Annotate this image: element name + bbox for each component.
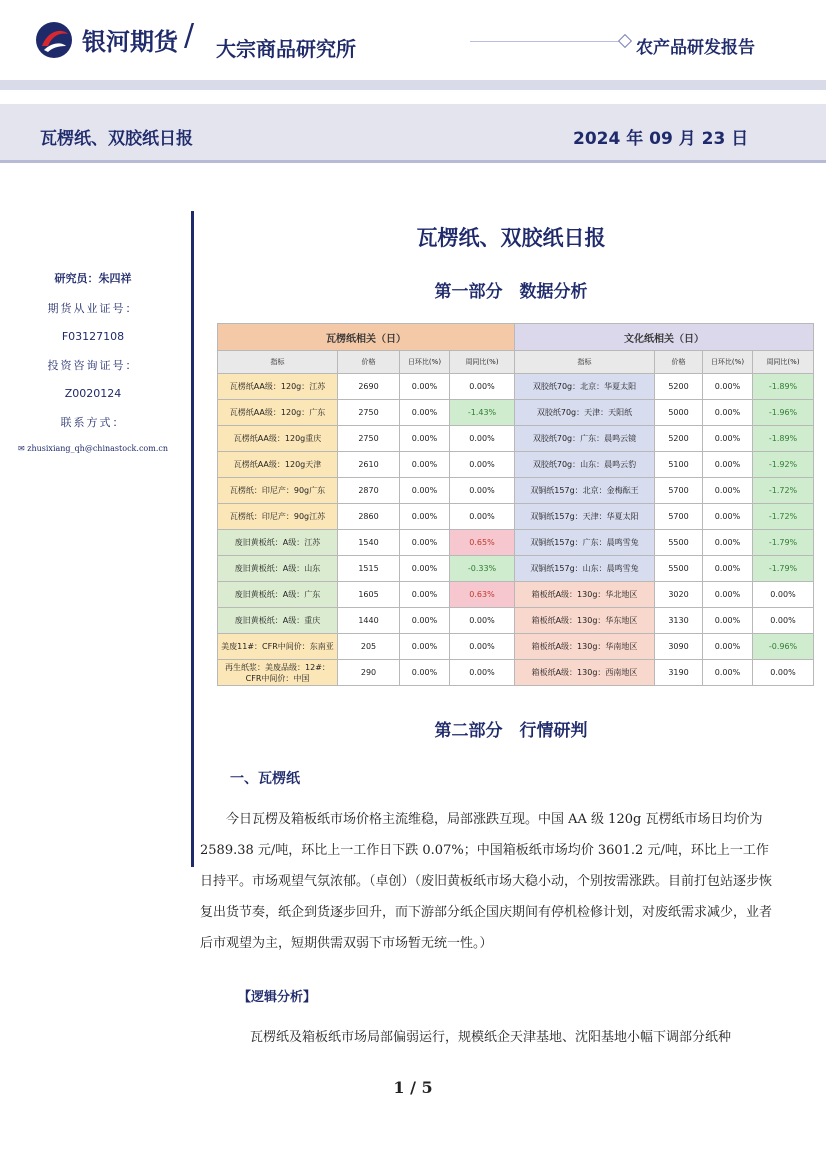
change-cell: -0.33% <box>450 556 515 582</box>
column-header: 指标 <box>218 351 338 374</box>
sidebar-divider <box>191 211 194 867</box>
advisory-cert-value: Z0020124 <box>64 387 122 400</box>
price-cell: 5000 <box>655 400 703 426</box>
change-cell: 0.00% <box>400 400 450 426</box>
brand-divider: / <box>184 18 195 53</box>
table-row <box>218 374 814 400</box>
change-cell: 0.00% <box>450 478 515 504</box>
price-cell: 1515 <box>338 556 400 582</box>
indicator-cell: 废旧黄板纸：A级：山东 <box>218 556 338 582</box>
change-cell: 0.00% <box>400 426 450 452</box>
change-cell: -1.72% <box>753 504 814 530</box>
change-cell: 0.00% <box>400 504 450 530</box>
change-cell: 0.00% <box>400 582 450 608</box>
column-header: 指标 <box>515 351 655 374</box>
header-rule <box>470 41 620 42</box>
change-cell: -0.96% <box>753 634 814 660</box>
column-header: 价格 <box>655 351 703 374</box>
table-row <box>218 426 814 452</box>
table-row <box>218 452 814 478</box>
price-cell: 3130 <box>655 608 703 634</box>
report-title-bar: 瓦楞纸、双胶纸日报 <box>40 129 193 149</box>
indicator-cell: 箱板纸A级：130g：西南地区 <box>515 660 655 686</box>
column-header: 日环比(%) <box>400 351 450 374</box>
change-cell: 0.00% <box>703 374 753 400</box>
change-cell: 0.00% <box>703 582 753 608</box>
table-row <box>218 530 814 556</box>
contact-label: 联系方式： <box>60 416 126 429</box>
price-cell: 1440 <box>338 608 400 634</box>
page-number: 1 / 5 <box>393 1078 433 1097</box>
contact-email[interactable] <box>0 444 186 453</box>
logic-paragraph: 瓦楞纸及箱板纸市场局部偏弱运行，规模纸企天津基地、沈阳基地小幅下调部分纸种 <box>250 1030 732 1045</box>
change-cell: 0.00% <box>703 478 753 504</box>
change-cell: 0.00% <box>400 478 450 504</box>
indicator-cell: 双铜纸157g：天津：华夏太阳 <box>515 504 655 530</box>
indicator-cell: 废旧黄板纸：A级：广东 <box>218 582 338 608</box>
group-header-corrugated: 瓦楞纸相关（日） <box>218 324 515 351</box>
header-stripe <box>0 80 826 90</box>
researcher-name: 研究员：朱四祥 <box>54 272 132 285</box>
price-cell: 5200 <box>655 426 703 452</box>
email-text[interactable]: zhusixiang_qh@chinastock.com.cn <box>27 444 168 453</box>
change-cell: 0.00% <box>450 426 515 452</box>
indicator-cell: 瓦楞纸：印尼产：90g江苏 <box>218 504 338 530</box>
indicator-cell: 再生纸浆：美废品级：12#：CFR中间价：中国 <box>218 660 338 686</box>
indicator-cell: 双铜纸157g：北京：金梅酝王 <box>515 478 655 504</box>
price-cell: 1605 <box>338 582 400 608</box>
title-bar-rule <box>0 160 826 163</box>
futures-cert-value: F03127108 <box>61 330 125 343</box>
price-cell: 205 <box>338 634 400 660</box>
table-row <box>218 582 814 608</box>
change-cell: 0.00% <box>400 556 450 582</box>
change-cell: -1.92% <box>753 452 814 478</box>
indicator-cell: 瓦楞纸AA级：120g：江苏 <box>218 374 338 400</box>
price-cell: 2610 <box>338 452 400 478</box>
indicator-cell: 瓦楞纸AA级：120g天津 <box>218 452 338 478</box>
change-cell: 0.00% <box>400 608 450 634</box>
price-cell: 2750 <box>338 400 400 426</box>
change-cell: 0.00% <box>400 634 450 660</box>
table-row <box>218 634 814 660</box>
change-cell: 0.00% <box>703 634 753 660</box>
column-header: 日环比(%) <box>703 351 753 374</box>
column-header: 周同比(%) <box>450 351 515 374</box>
price-cell: 1540 <box>338 530 400 556</box>
table-row <box>218 478 814 504</box>
price-cell: 2750 <box>338 426 400 452</box>
price-cell: 5200 <box>655 374 703 400</box>
price-cell: 2870 <box>338 478 400 504</box>
report-type: 农产品研发报告 <box>636 38 755 58</box>
brand-name: 银河期货 <box>82 28 178 56</box>
indicator-cell: 双胶纸70g：山东：晨鸣云豹 <box>515 452 655 478</box>
change-cell: 0.00% <box>450 504 515 530</box>
indicator-cell: 美废11#：CFR中间价：东南亚 <box>218 634 338 660</box>
change-cell: 0.00% <box>450 660 515 686</box>
price-cell: 290 <box>338 660 400 686</box>
price-cell: 3190 <box>655 660 703 686</box>
document-title: 瓦楞纸、双胶纸日报 <box>416 226 606 250</box>
indicator-cell: 双胶纸70g：北京：华夏太阳 <box>515 374 655 400</box>
diamond-icon <box>618 34 632 48</box>
indicator-cell: 双胶纸70g：广东：晨鸣云镜 <box>515 426 655 452</box>
logic-analysis-label: 【逻辑分析】 <box>238 990 317 1005</box>
change-cell: 0.00% <box>703 530 753 556</box>
price-cell: 5100 <box>655 452 703 478</box>
indicator-cell: 箱板纸A级：130g：华北地区 <box>515 582 655 608</box>
change-cell: 0.00% <box>450 608 515 634</box>
change-cell: 0.63% <box>450 582 515 608</box>
indicator-cell: 双胶纸70g：天津：天阳纸 <box>515 400 655 426</box>
price-cell: 5700 <box>655 478 703 504</box>
price-table <box>217 323 814 686</box>
institute-name: 大宗商品研究所 <box>216 37 356 61</box>
change-cell: -1.89% <box>753 426 814 452</box>
change-cell: -1.89% <box>753 374 814 400</box>
price-cell: 5500 <box>655 556 703 582</box>
change-cell: 0.00% <box>753 608 814 634</box>
indicator-cell: 瓦楞纸：印尼产：90g广东 <box>218 478 338 504</box>
change-cell: 0.00% <box>450 374 515 400</box>
indicator-cell: 双铜纸157g：山东：晨鸣雪兔 <box>515 556 655 582</box>
table-row <box>218 504 814 530</box>
change-cell: 0.00% <box>703 660 753 686</box>
advisory-cert-label: 投资咨询证号： <box>47 359 139 372</box>
price-cell: 3090 <box>655 634 703 660</box>
indicator-cell: 瓦楞纸AA级：120g：广东 <box>218 400 338 426</box>
part1-heading: 第一部分 数据分析 <box>434 282 588 302</box>
change-cell: 0.00% <box>703 426 753 452</box>
change-cell: -1.96% <box>753 400 814 426</box>
change-cell: 0.00% <box>400 452 450 478</box>
indicator-cell: 瓦楞纸AA级：120g重庆 <box>218 426 338 452</box>
author-sidebar <box>0 270 186 467</box>
futures-cert-label: 期货从业证号： <box>47 302 139 315</box>
galaxy-futures-logo-icon <box>34 20 74 60</box>
change-cell: 0.00% <box>400 660 450 686</box>
price-cell: 2860 <box>338 504 400 530</box>
change-cell: 0.00% <box>400 374 450 400</box>
change-cell: 0.00% <box>703 400 753 426</box>
table-row <box>218 556 814 582</box>
change-cell: 0.00% <box>400 530 450 556</box>
change-cell: 0.00% <box>703 608 753 634</box>
table-row <box>218 400 814 426</box>
change-cell: -1.79% <box>753 556 814 582</box>
change-cell: 0.00% <box>703 452 753 478</box>
change-cell: -1.43% <box>450 400 515 426</box>
price-cell: 5700 <box>655 504 703 530</box>
change-cell: 0.00% <box>703 556 753 582</box>
indicator-cell: 双铜纸157g：广东：晨鸣雪兔 <box>515 530 655 556</box>
report-date: 2024 年 09 月 23 日 <box>573 129 749 149</box>
change-cell: 0.00% <box>753 582 814 608</box>
price-cell: 3020 <box>655 582 703 608</box>
part2-heading: 第二部分 行情研判 <box>434 721 588 741</box>
column-header: 价格 <box>338 351 400 374</box>
table-row <box>218 660 814 686</box>
market-paragraph: 今日瓦楞及箱板纸市场价格主流维稳，局部涨跌互现。中国 AA 级 120g 瓦楞纸市场日均价为 2589.38 元/吨，环比上一工作日下跌 0.07%；中国箱板纸市场均价 3601.2 元/吨，环比上一工作日持平。市场观望气氛浓郁。（卓创）（废旧黄板纸市场大稳小动，个别按需涨跌。目前打包站逐步恢复出货节奏，纸企到货逐步回升，而下游部分纸企国庆期间有停机检修计划，对废纸需求减少，业者后市观望为主，短期供需双弱下市场暂无统一性。） <box>200 812 773 951</box>
indicator-cell: 箱板纸A级：130g：华南地区 <box>515 634 655 660</box>
change-cell: 0.00% <box>450 634 515 660</box>
change-cell: -1.72% <box>753 478 814 504</box>
change-cell: 0.00% <box>753 660 814 686</box>
mail-icon: ✉ <box>18 444 28 453</box>
column-header: 周同比(%) <box>753 351 814 374</box>
indicator-cell: 废旧黄板纸：A级：江苏 <box>218 530 338 556</box>
price-cell: 5500 <box>655 530 703 556</box>
change-cell: -1.79% <box>753 530 814 556</box>
change-cell: 0.00% <box>703 504 753 530</box>
group-header-culture: 文化纸相关（日） <box>515 324 814 351</box>
indicator-cell: 废旧黄板纸：A级：重庆 <box>218 608 338 634</box>
change-cell: 0.65% <box>450 530 515 556</box>
change-cell: 0.00% <box>450 452 515 478</box>
price-cell: 2690 <box>338 374 400 400</box>
table-row <box>218 608 814 634</box>
indicator-cell: 箱板纸A级：130g：华东地区 <box>515 608 655 634</box>
section-corrugated-heading: 一、瓦楞纸 <box>230 771 300 787</box>
